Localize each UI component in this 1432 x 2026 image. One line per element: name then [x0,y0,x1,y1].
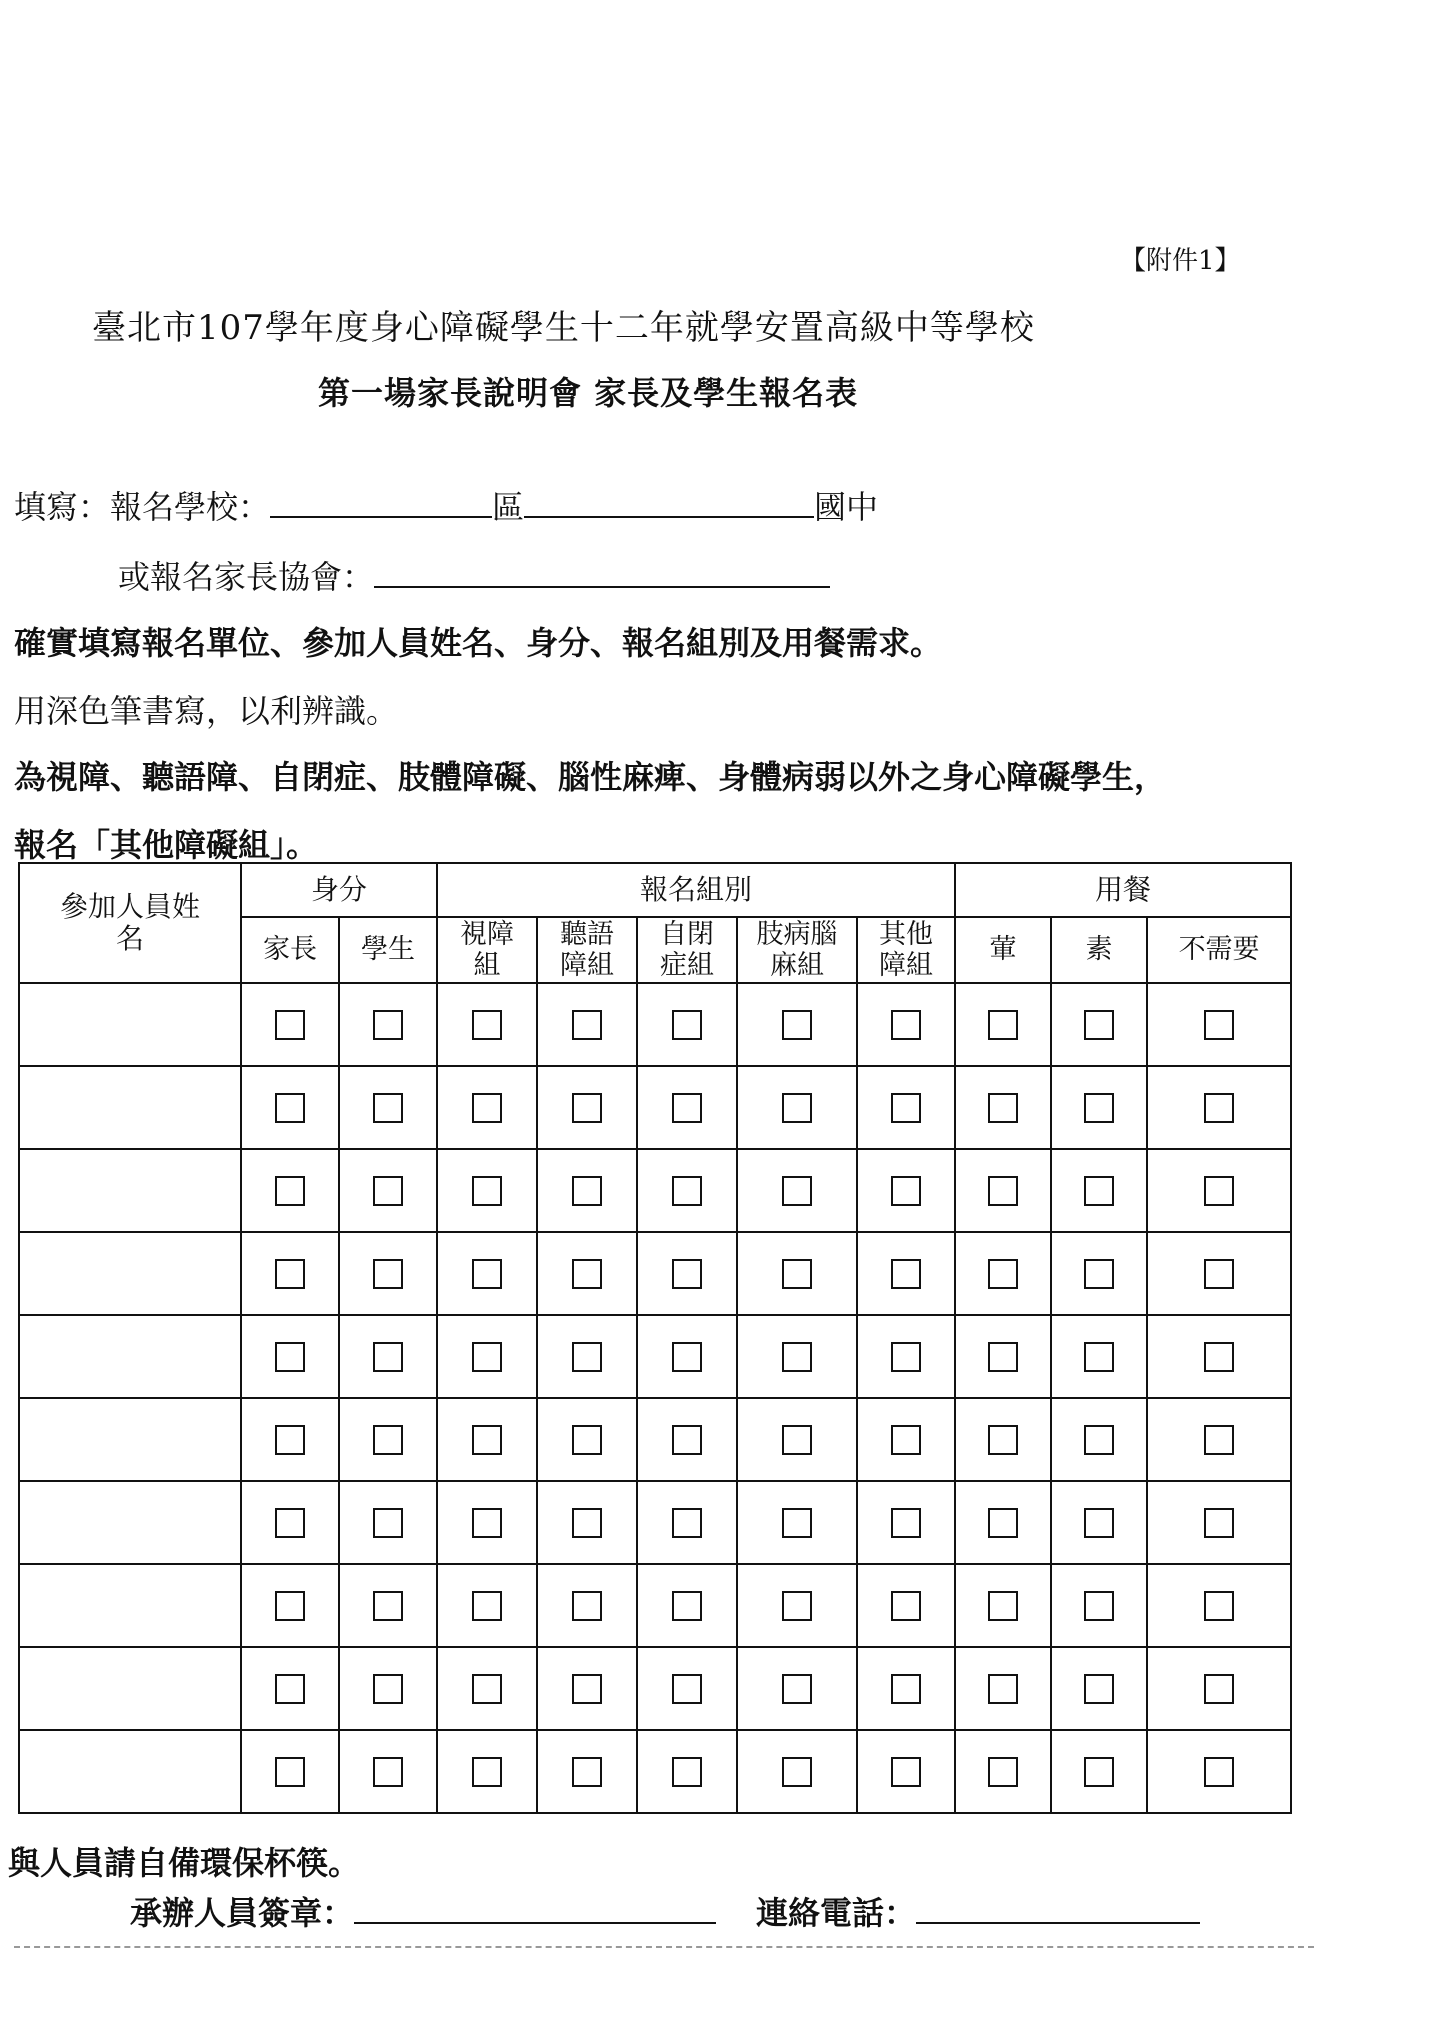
checkbox-cell [1051,1149,1147,1232]
col-autism: 自閉症組 [637,917,737,983]
checkbox-no-meal[interactable] [1204,1757,1234,1787]
association-blank[interactable] [374,558,830,588]
checkbox-cell [537,1481,637,1564]
checkbox-meat[interactable] [988,1425,1018,1455]
col-meat: 葷 [955,917,1051,983]
checkbox-other[interactable] [891,1342,921,1372]
checkbox-cell [955,1730,1051,1813]
checkbox-visual[interactable] [472,1259,502,1289]
checkbox-cell [857,1149,955,1232]
checkbox-autism[interactable] [672,1010,702,1040]
col-hearing-speech: 聽語障組 [537,917,637,983]
checkbox-cell [241,1315,339,1398]
checkbox-no-meal[interactable] [1204,1259,1234,1289]
footer-sign-row [130,1888,1200,1934]
checkbox-cell [437,1149,537,1232]
checkbox-physical-cp[interactable] [782,1259,812,1289]
checkbox-cell [857,1232,955,1315]
checkbox-cell [1147,1647,1291,1730]
checkbox-cell [339,1066,437,1149]
checkbox-autism[interactable] [672,1259,702,1289]
table-row [19,1066,1291,1149]
checkbox-cell [737,1647,857,1730]
checkbox-cell [537,1730,637,1813]
participant-name-cell[interactable] [19,1398,241,1481]
note-3: 為視障、聽語障、自閉症、肢體障礙、腦性麻痺、身體病弱以外之身心障礙學生， [14,758,1167,796]
association-fill-row [118,552,830,598]
checkbox-student[interactable] [373,1176,403,1206]
checkbox-cell [955,1066,1051,1149]
checkbox-hearing-speech[interactable] [572,1176,602,1206]
checkbox-cell [857,1398,955,1481]
checkbox-cell [241,1232,339,1315]
checkbox-no-meal[interactable] [1204,1010,1234,1040]
checkbox-autism[interactable] [672,1591,702,1621]
checkbox-visual[interactable] [472,1591,502,1621]
checkbox-cell [437,1481,537,1564]
checkbox-cell [537,1398,637,1481]
note-2: 用深色筆書寫，以利辨識。 [14,692,399,730]
checkbox-parent[interactable] [275,1010,305,1040]
checkbox-cell [241,1730,339,1813]
participant-name-cell[interactable] [19,1066,241,1149]
participant-name-cell[interactable] [19,1730,241,1813]
checkbox-cell [1147,1481,1291,1564]
table-row [19,1149,1291,1232]
checkbox-cell [437,1315,537,1398]
checkbox-visual[interactable] [472,1425,502,1455]
checkbox-cell [737,1481,857,1564]
checkbox-visual[interactable] [472,1757,502,1787]
checkbox-cell [241,1149,339,1232]
checkbox-cell [857,1647,955,1730]
checkbox-cell [537,983,637,1066]
checkbox-physical-cp[interactable] [782,1757,812,1787]
table-row [19,1398,1291,1481]
checkbox-other[interactable] [891,1591,921,1621]
checkbox-no-meal[interactable] [1204,1425,1234,1455]
checkbox-no-meal[interactable] [1204,1093,1234,1123]
checkbox-cell [339,1481,437,1564]
checkbox-cell [1051,1315,1147,1398]
checkbox-parent[interactable] [275,1342,305,1372]
checkbox-meat[interactable] [988,1591,1018,1621]
checkbox-meat[interactable] [988,1093,1018,1123]
checkbox-vegetarian[interactable] [1084,1176,1114,1206]
checkbox-cell [537,1066,637,1149]
checkbox-cell [737,1149,857,1232]
checkbox-hearing-speech[interactable] [572,1093,602,1123]
checkbox-cell [737,983,857,1066]
checkbox-cell [1147,1232,1291,1315]
checkbox-cell [241,1398,339,1481]
checkbox-cell [1051,983,1147,1066]
checkbox-cell [437,1730,537,1813]
checkbox-cell [241,983,339,1066]
col-no-meal: 不需要 [1147,917,1291,983]
checkbox-cell [637,1481,737,1564]
checkbox-cell [955,1647,1051,1730]
checkbox-other[interactable] [891,1259,921,1289]
footer-note: 與人員請自備環保杯筷。 [8,1844,361,1882]
checkbox-vegetarian[interactable] [1084,1674,1114,1704]
checkbox-other[interactable] [891,1508,921,1538]
checkbox-parent[interactable] [275,1425,305,1455]
checkbox-cell [857,1730,955,1813]
participant-name-cell[interactable] [19,1149,241,1232]
note-4: 報名「其他障礙組」。 [14,826,319,864]
checkbox-cell [955,983,1051,1066]
checkbox-physical-cp[interactable] [782,1508,812,1538]
checkbox-cell [537,1564,637,1647]
phone-label: 連絡電話： [756,1894,917,1932]
checkbox-cell [1051,1564,1147,1647]
checkbox-physical-cp[interactable] [782,1010,812,1040]
district-blank[interactable] [524,488,814,518]
checkbox-cell [241,1647,339,1730]
checkbox-cell [1051,1647,1147,1730]
col-other: 其他障組 [857,917,955,983]
checkbox-cell [339,1730,437,1813]
note-1: 確實填寫報名單位、參加人員姓名、身分、報名組別及用餐需求。 [14,624,943,662]
checkbox-student[interactable] [373,1259,403,1289]
school-blank[interactable] [270,488,492,518]
checkbox-cell [637,1564,737,1647]
checkbox-other[interactable] [891,1093,921,1123]
col-physical-cp: 肢病腦麻組 [737,917,857,983]
participant-name-header: 參加人員姓名 [19,863,241,983]
checkbox-student[interactable] [373,1342,403,1372]
checkbox-visual[interactable] [472,1093,502,1123]
checkbox-cell [1051,1232,1147,1315]
checkbox-other[interactable] [891,1425,921,1455]
checkbox-no-meal[interactable] [1204,1508,1234,1538]
checkbox-parent[interactable] [275,1674,305,1704]
school-suffix-label: 國中 [814,488,879,526]
checkbox-visual[interactable] [472,1010,502,1040]
checkbox-other[interactable] [891,1010,921,1040]
checkbox-vegetarian[interactable] [1084,1508,1114,1538]
checkbox-meat[interactable] [988,1342,1018,1372]
checkbox-cell [955,1149,1051,1232]
checkbox-hearing-speech[interactable] [572,1259,602,1289]
checkbox-no-meal[interactable] [1204,1591,1234,1621]
district-label: 區 [492,488,525,526]
identity-group-header: 身分 [241,863,437,917]
checkbox-cell [437,1398,537,1481]
checkbox-cell [339,1232,437,1315]
checkbox-cell [955,1232,1051,1315]
checkbox-student[interactable] [373,1508,403,1538]
checkbox-visual[interactable] [472,1508,502,1538]
checkbox-cell [339,1647,437,1730]
checkbox-physical-cp[interactable] [782,1176,812,1206]
meal-group-header: 用餐 [955,863,1291,917]
checkbox-autism[interactable] [672,1176,702,1206]
checkbox-meat[interactable] [988,1176,1018,1206]
checkbox-cell [1147,1730,1291,1813]
checkbox-other[interactable] [891,1674,921,1704]
checkbox-student[interactable] [373,1425,403,1455]
checkbox-student[interactable] [373,1093,403,1123]
checkbox-parent[interactable] [275,1093,305,1123]
participant-name-cell[interactable] [19,1315,241,1398]
checkbox-physical-cp[interactable] [782,1425,812,1455]
checkbox-cell [857,983,955,1066]
checkbox-visual[interactable] [472,1176,502,1206]
checkbox-cell [241,1481,339,1564]
col-student: 學生 [339,917,437,983]
checkbox-cell [637,1232,737,1315]
checkbox-hearing-speech[interactable] [572,1674,602,1704]
checkbox-cell [1147,1564,1291,1647]
checkbox-cell [537,1315,637,1398]
checkbox-physical-cp[interactable] [782,1591,812,1621]
checkbox-cell [339,983,437,1066]
table-row [19,1564,1291,1647]
checkbox-cell [537,1232,637,1315]
checkbox-meat[interactable] [988,1508,1018,1538]
checkbox-autism[interactable] [672,1508,702,1538]
checkbox-cell [437,1232,537,1315]
checkbox-visual[interactable] [472,1674,502,1704]
checkbox-cell [637,983,737,1066]
checkbox-hearing-speech[interactable] [572,1425,602,1455]
checkbox-autism[interactable] [672,1674,702,1704]
checkbox-autism[interactable] [672,1093,702,1123]
checkbox-no-meal[interactable] [1204,1342,1234,1372]
table-row [19,1315,1291,1398]
checkbox-cell [857,1481,955,1564]
checkbox-cell [857,1066,955,1149]
checkbox-student[interactable] [373,1674,403,1704]
checkbox-cell [1147,1149,1291,1232]
checkbox-autism[interactable] [672,1425,702,1455]
checkbox-parent[interactable] [275,1176,305,1206]
table-row [19,1481,1291,1564]
checkbox-cell [637,1066,737,1149]
checkbox-student[interactable] [373,1591,403,1621]
checkbox-hearing-speech[interactable] [572,1757,602,1787]
signature-blank[interactable] [354,1894,716,1924]
table-row [19,1647,1291,1730]
school-fill-row [14,482,878,528]
checkbox-cell [437,983,537,1066]
checkbox-vegetarian[interactable] [1084,1591,1114,1621]
participant-name-cell[interactable] [19,1564,241,1647]
checkbox-cell [1147,983,1291,1066]
checkbox-cell [437,1647,537,1730]
checkbox-no-meal[interactable] [1204,1176,1234,1206]
checkbox-cell [1051,1398,1147,1481]
checkbox-cell [637,1149,737,1232]
checkbox-physical-cp[interactable] [782,1342,812,1372]
checkbox-cell [737,1066,857,1149]
checkbox-parent[interactable] [275,1591,305,1621]
checkbox-vegetarian[interactable] [1084,1342,1114,1372]
checkbox-no-meal[interactable] [1204,1674,1234,1704]
checkbox-vegetarian[interactable] [1084,1259,1114,1289]
form-subtitle: 第一場家長說明會 家長及學生報名表 [318,374,859,412]
form-title: 臺北市107學年度身心障礙學生十二年就學安置高級中等學校 [92,308,1035,348]
checkbox-cell [241,1564,339,1647]
checkbox-vegetarian[interactable] [1084,1757,1114,1787]
checkbox-parent[interactable] [275,1757,305,1787]
checkbox-student[interactable] [373,1757,403,1787]
checkbox-cell [437,1564,537,1647]
checkbox-meat[interactable] [988,1674,1018,1704]
checkbox-physical-cp[interactable] [782,1674,812,1704]
checkbox-student[interactable] [373,1010,403,1040]
phone-blank[interactable] [916,1894,1200,1924]
checkbox-cell [1051,1481,1147,1564]
checkbox-cell [1051,1066,1147,1149]
checkbox-parent[interactable] [275,1259,305,1289]
checkbox-autism[interactable] [672,1342,702,1372]
col-visual: 視障組 [437,917,537,983]
signature-label: 承辦人員簽章： [130,1894,355,1932]
checkbox-vegetarian[interactable] [1084,1010,1114,1040]
checkbox-cell [339,1398,437,1481]
checkbox-cell [857,1315,955,1398]
checkbox-cell [737,1315,857,1398]
checkbox-meat[interactable] [988,1010,1018,1040]
checkbox-cell [737,1564,857,1647]
col-vegetarian: 素 [1051,917,1147,983]
col-parent: 家長 [241,917,339,983]
association-label: 或報名家長協會： [118,558,375,596]
checkbox-cell [955,1481,1051,1564]
checkbox-vegetarian[interactable] [1084,1425,1114,1455]
checkbox-cell [737,1730,857,1813]
checkbox-cell [955,1398,1051,1481]
checkbox-cell [637,1315,737,1398]
checkbox-cell [1147,1066,1291,1149]
checkbox-cell [1147,1315,1291,1398]
checkbox-meat[interactable] [988,1259,1018,1289]
page-divider [14,1946,1314,1948]
participant-name-cell[interactable] [19,1232,241,1315]
checkbox-hearing-speech[interactable] [572,1591,602,1621]
participant-name-cell[interactable] [19,1647,241,1730]
participant-name-cell[interactable] [19,983,241,1066]
checkbox-hearing-speech[interactable] [572,1342,602,1372]
registration-table [18,862,1292,1814]
checkbox-cell [737,1232,857,1315]
checkbox-visual[interactable] [472,1342,502,1372]
table-row [19,1232,1291,1315]
checkbox-cell [637,1730,737,1813]
checkbox-cell [955,1315,1051,1398]
checkbox-cell [339,1564,437,1647]
checkbox-cell [339,1315,437,1398]
table-row [19,983,1291,1066]
school-label: 填寫：報名學校： [14,488,271,526]
checkbox-cell [1051,1730,1147,1813]
checkbox-cell [537,1149,637,1232]
checkbox-cell [637,1398,737,1481]
table-row [19,1730,1291,1813]
checkbox-other[interactable] [891,1176,921,1206]
checkbox-parent[interactable] [275,1508,305,1538]
checkbox-hearing-speech[interactable] [572,1010,602,1040]
checkbox-cell [537,1647,637,1730]
checkbox-hearing-speech[interactable] [572,1508,602,1538]
participant-name-cell[interactable] [19,1481,241,1564]
checkbox-cell [857,1564,955,1647]
checkbox-meat[interactable] [988,1757,1018,1787]
checkbox-cell [737,1398,857,1481]
checkbox-cell [637,1647,737,1730]
registration-group-header: 報名組別 [437,863,955,917]
checkbox-cell [1147,1398,1291,1481]
checkbox-physical-cp[interactable] [782,1093,812,1123]
checkbox-cell [339,1149,437,1232]
attachment-label: 【附件1】 [1120,246,1241,276]
checkbox-cell [955,1564,1051,1647]
checkbox-other[interactable] [891,1757,921,1787]
checkbox-autism[interactable] [672,1757,702,1787]
checkbox-vegetarian[interactable] [1084,1093,1114,1123]
checkbox-cell [437,1066,537,1149]
checkbox-cell [241,1066,339,1149]
